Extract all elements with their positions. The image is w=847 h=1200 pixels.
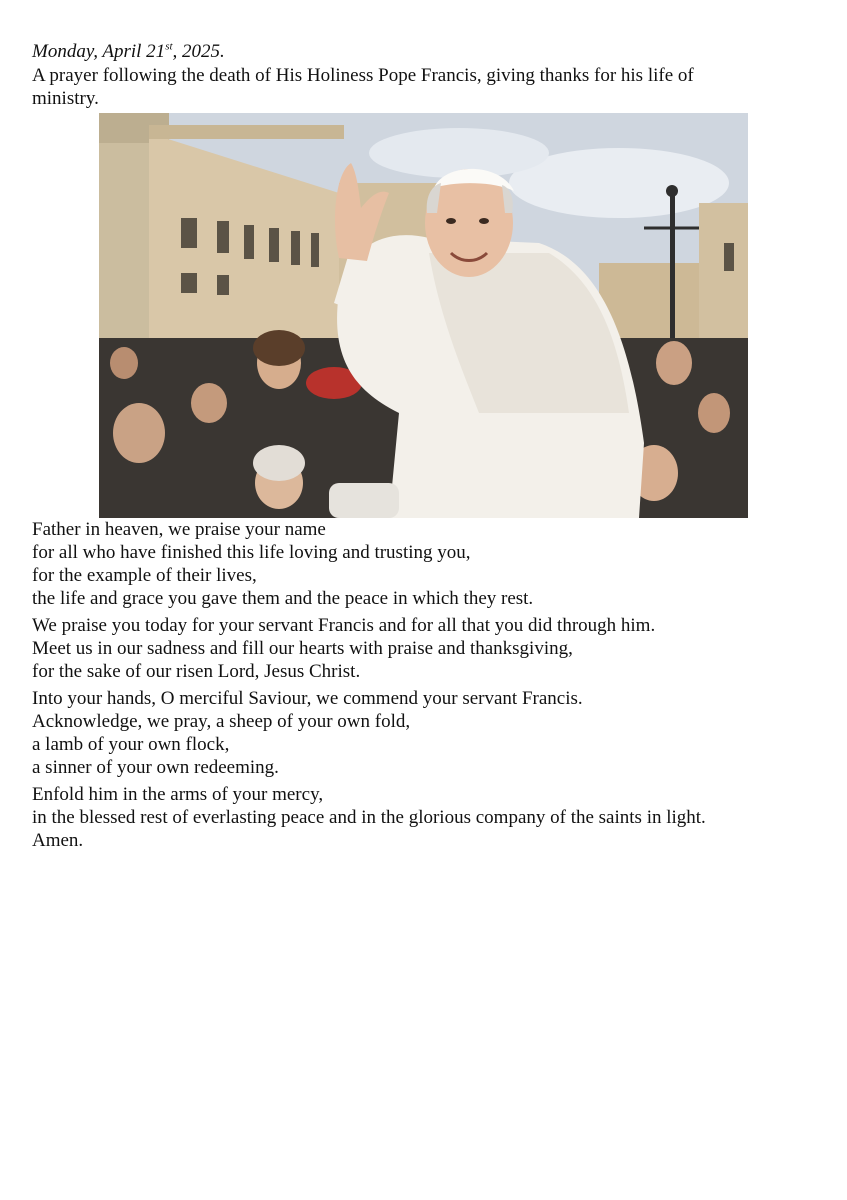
stanza — [32, 687, 812, 779]
prayer-line: for the sake of our risen Lord, Jesus Christ. — [32, 661, 361, 682]
prayer-line: Meet us in our sadness and fill our hearts with praise and thanksgiving, — [32, 638, 573, 659]
vehicle-edge — [329, 483, 399, 518]
eye — [479, 218, 489, 224]
prayer-line: in the blessed rest of everlasting peace and in the glorious company of the saints in light. — [32, 807, 706, 828]
date-ordinal-suffix: st — [165, 40, 173, 53]
prayer-line: We praise you today for your servant Francis and for all that you did through him. — [32, 615, 656, 636]
prayer-line: for all who have finished this life loving and trusting you, — [32, 542, 471, 563]
prayer-line: a lamb of your own flock, — [32, 734, 230, 755]
date-prefix: Monday, April 21 — [32, 41, 166, 62]
prayer-line: the life and grace you gave them and the peace in which they rest. — [32, 588, 534, 609]
amen-line: Amen. — [32, 830, 84, 851]
document-page — [32, 40, 812, 856]
prayer-line: for the example of their lives, — [32, 565, 257, 586]
lamp-top — [666, 185, 678, 197]
stanza — [32, 518, 812, 610]
prayer-line: Father in heaven, we praise your name — [32, 519, 326, 540]
stanza — [32, 614, 812, 683]
pope-photo — [99, 113, 748, 518]
intro-paragraph: A prayer following the death of His Holiness Pope Francis, giving thanks for his life of ministry. — [32, 65, 694, 109]
palace-cornice — [149, 125, 344, 139]
eye — [446, 218, 456, 224]
prayer-line: Enfold him in the arms of your mercy, — [32, 784, 324, 805]
date-line — [32, 40, 812, 64]
pope-photo-illustration — [99, 113, 748, 518]
date-rest: , 2025. — [172, 41, 225, 62]
prayer-line: Acknowledge, we pray, a sheep of your own fold, — [32, 711, 411, 732]
prayer-line: Into your hands, O merciful Saviour, we commend your servant Francis. — [32, 688, 583, 709]
prayer-text — [32, 518, 812, 852]
lamp-post — [670, 193, 675, 363]
stanza — [32, 783, 812, 852]
prayer-line: a sinner of your own redeeming. — [32, 757, 279, 778]
window — [724, 243, 734, 271]
